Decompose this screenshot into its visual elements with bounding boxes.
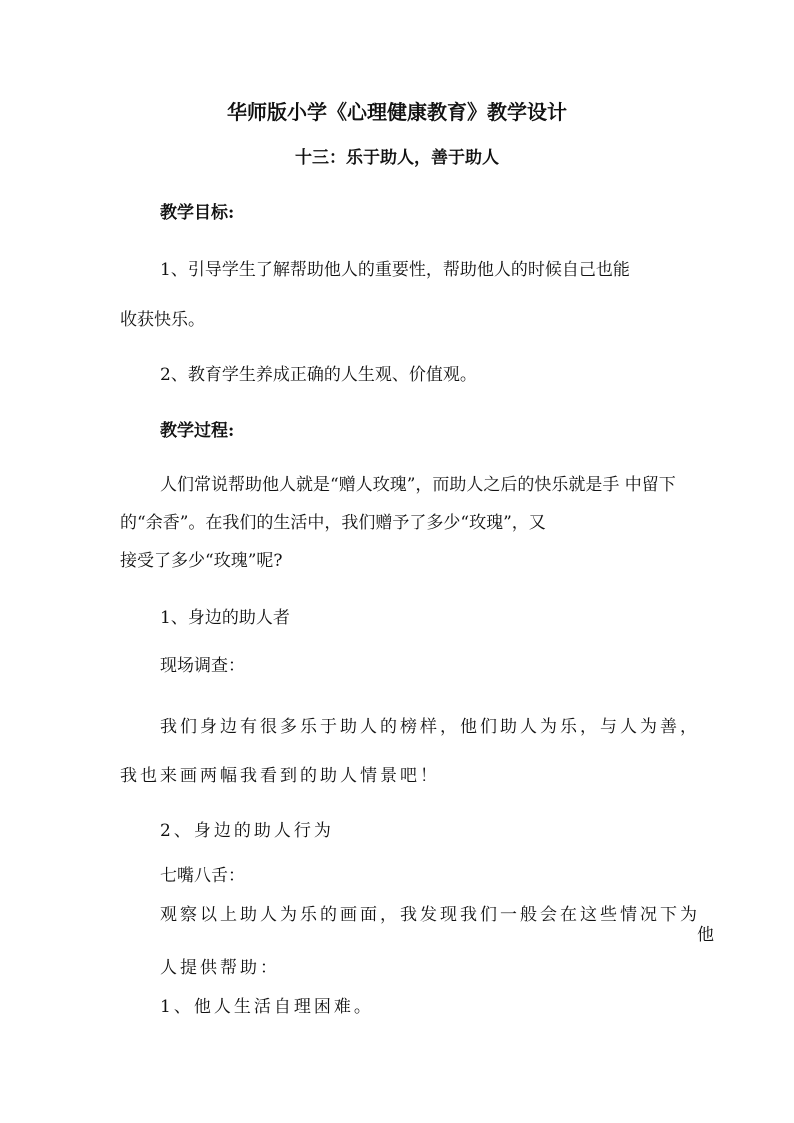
goals-heading: 教学目标: — [160, 203, 235, 223]
list-item-1: 1、他人生活自理困难。 — [160, 997, 374, 1017]
page-subtitle: 十三：乐于助人，善于助人 — [295, 148, 499, 168]
survey-label: 现场调查： — [160, 656, 245, 676]
paragraph-2-line-1: 观察以上助人为乐的画面，我发现我们一般会在这些情况下为 — [160, 905, 700, 925]
intro-line-2: 的“余香”。在我们的生活中，我们赠予了多少“玫瑰”，又 — [120, 513, 546, 533]
section-1-heading: 1、身边的助人者 — [160, 608, 290, 628]
paragraph-1-line-2: 我也来画两幅我看到的助人情景吧！ — [120, 766, 440, 786]
intro-line-3: 接受了多少“玫瑰”呢? — [120, 551, 283, 571]
goal-1-line-2: 收获快乐。 — [120, 310, 205, 330]
page-title: 华师版小学《心理健康教育》教学设计 — [227, 100, 567, 124]
discussion-label: 七嘴八舌： — [160, 866, 245, 886]
section-2-heading: 2、身边的助人行为 — [160, 821, 334, 841]
paragraph-2-wrapped-char: 他 — [697, 925, 714, 945]
goal-1-line-1: 1、引导学生了解帮助他人的重要性，帮助他人的时候自己也能 — [160, 260, 630, 280]
goal-2: 2、教育学生养成正确的人生观、价值观。 — [160, 365, 477, 385]
intro-line-1: 人们常说帮助他人就是“赠人玫瑰”，而助人之后的快乐就是手 中留下 — [160, 475, 676, 495]
paragraph-2-line-2: 人提供帮助： — [160, 958, 280, 978]
paragraph-1-line-1: 我们身边有很多乐于助人的榜样，他们助人为乐，与人为善， — [160, 717, 700, 737]
process-heading: 教学过程: — [160, 421, 235, 441]
